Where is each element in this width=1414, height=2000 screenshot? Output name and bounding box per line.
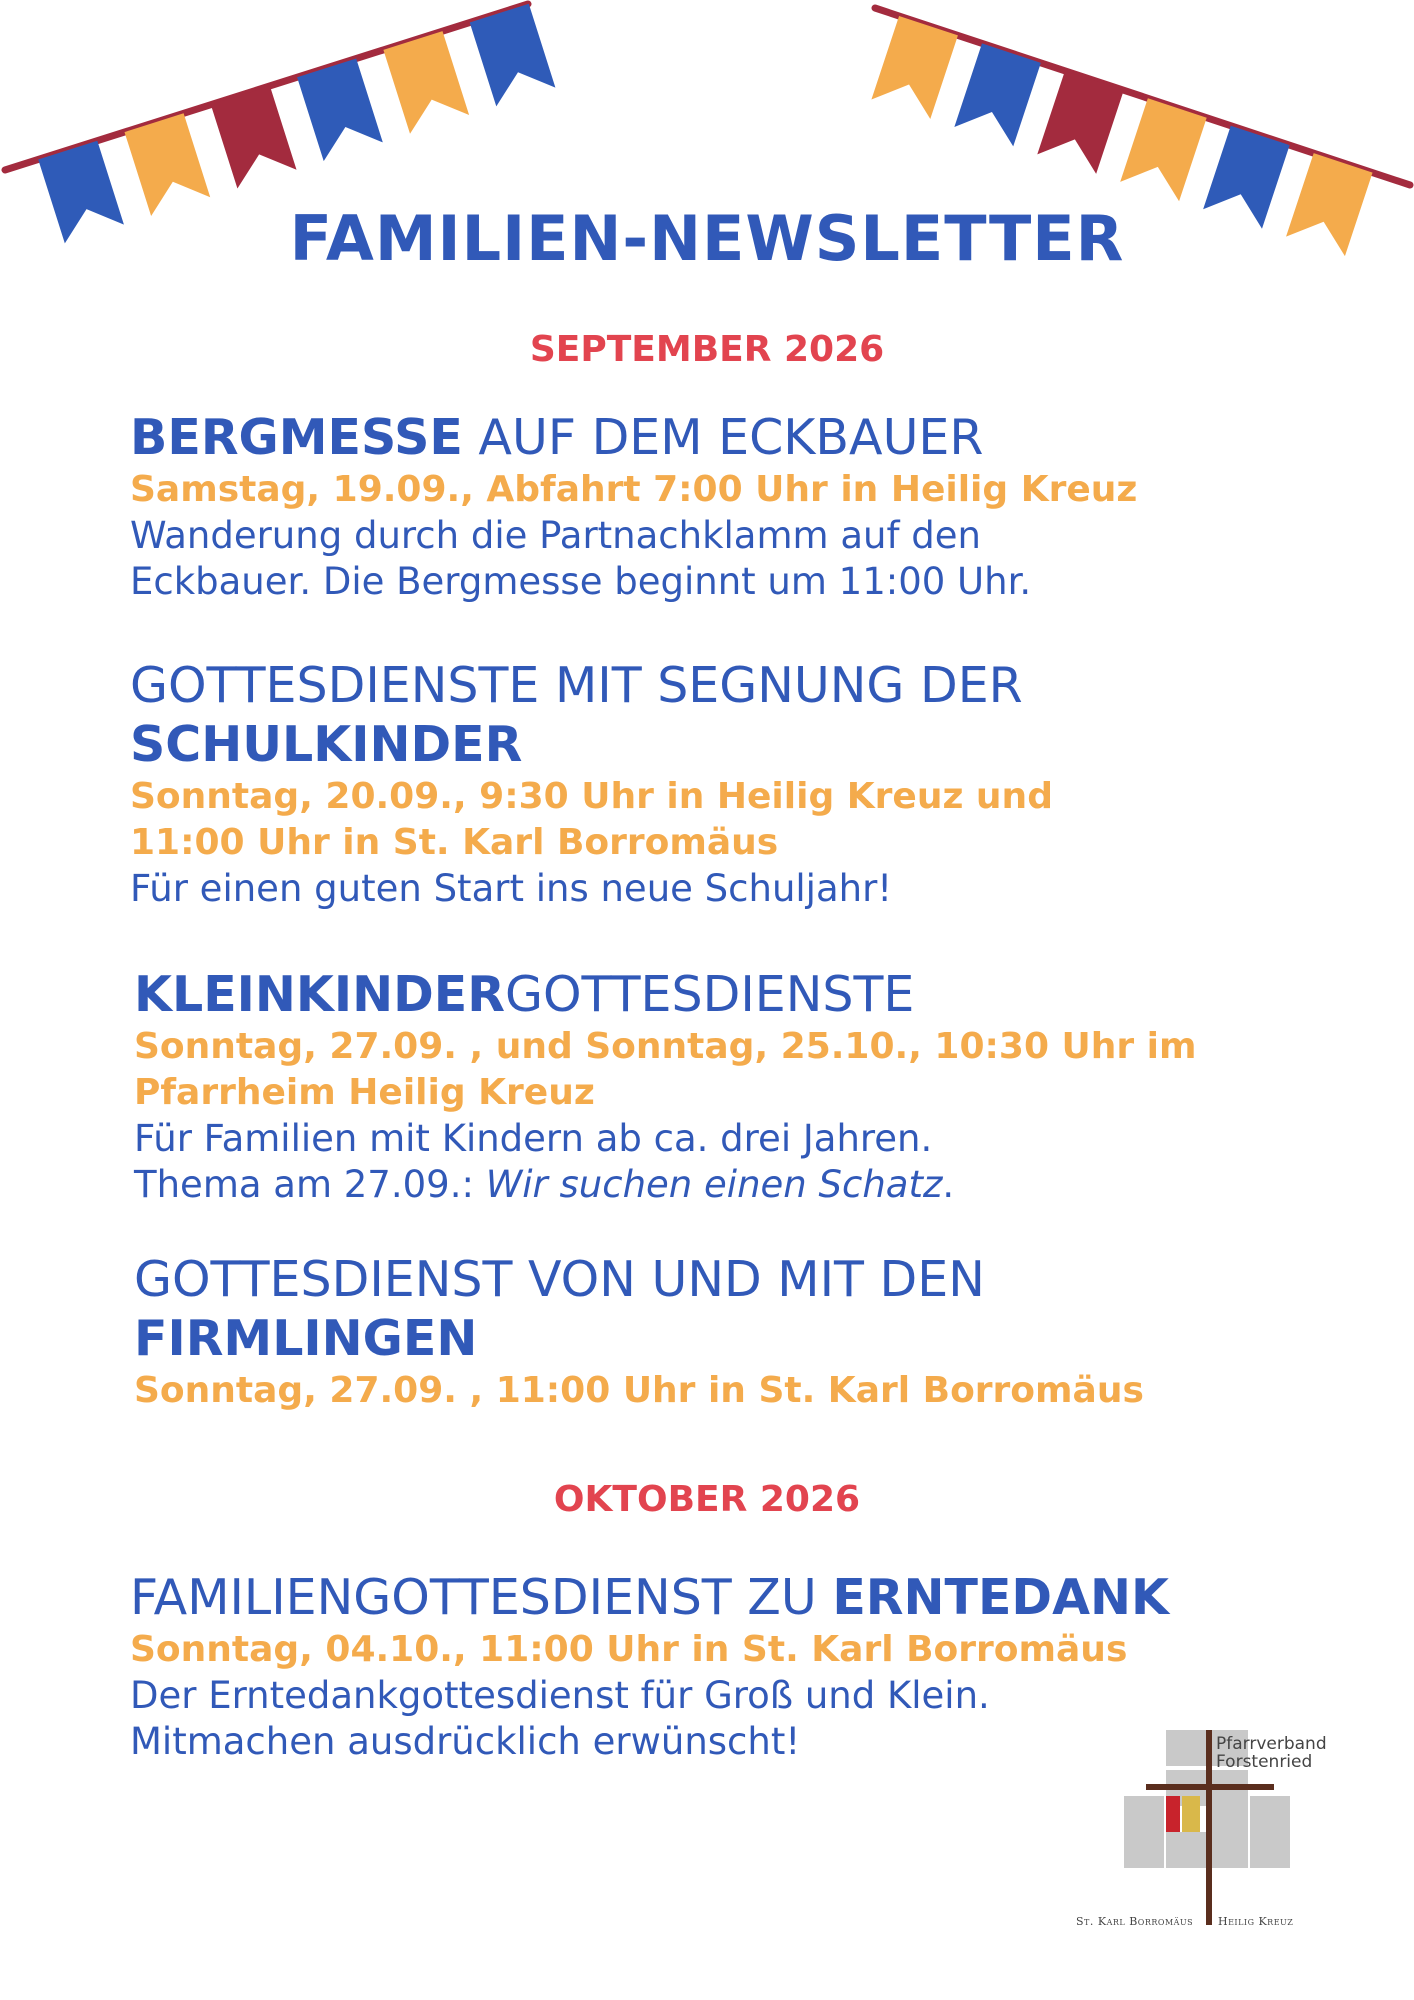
logo-name-line2: Forstenried <box>1216 1752 1313 1772</box>
pennant-flag <box>954 43 1041 146</box>
logo-parish-left: St. Karl Borromäus <box>1076 1915 1194 1928</box>
event-date: Sonntag, 04.10., 11:00 Uhr in St. Karl Borromäus <box>130 1629 1128 1670</box>
event-bergmesse <box>130 408 1290 605</box>
pennant-flag <box>871 16 958 119</box>
logo-parish-right: Heilig Kreuz <box>1218 1915 1294 1928</box>
event-title: GOTTESDIENST VON UND MIT DEN <box>134 1251 985 1308</box>
newsletter-title: FAMILIEN-NEWSLETTER <box>289 202 1125 275</box>
pennant-flag <box>383 31 469 134</box>
event-theme-title: Wir suchen einen Schatz <box>485 1163 943 1206</box>
event-title: GOTTESDIENSTE MIT SEGNUNG DER <box>130 657 1023 714</box>
logo-tile <box>1166 1730 1206 1766</box>
event-title-rest: FAMILIENGOTTESDIENST ZU <box>130 1569 833 1626</box>
event-title <box>130 1568 1290 1627</box>
event-title-rest: AUF DEM ECKBAUER <box>462 409 984 466</box>
pennant-flag <box>125 113 211 216</box>
event-title <box>134 965 1294 1024</box>
event-date: 11:00 Uhr in St. Karl Borromäus <box>130 822 779 863</box>
month-heading-oktober: OKTOBER 2026 <box>553 1479 861 1520</box>
logo-tile <box>1182 1796 1200 1832</box>
event-title-bold <box>134 1309 1294 1368</box>
logo-tile <box>1208 1796 1248 1832</box>
logo-tile <box>1166 1832 1206 1868</box>
event-date: Sonntag, 27.09. , 11:00 Uhr in St. Karl Borromäus <box>134 1370 1144 1411</box>
event-title-bold <box>130 715 1290 774</box>
event-title-rest: GOTTESDIENSTE <box>505 966 915 1023</box>
event-schulkinder <box>130 656 1290 912</box>
pennant-flag <box>470 4 556 107</box>
logo-tile <box>1250 1796 1290 1832</box>
pennant-flag <box>1120 98 1207 201</box>
event-description-line: Der Erntedankgottesdienst für Groß und Klein. <box>130 1674 990 1717</box>
event-title <box>130 408 1290 467</box>
event-date: Pfarrheim Heilig Kreuz <box>134 1072 595 1113</box>
pennant-flag <box>211 86 297 189</box>
pennant-flag <box>1037 71 1124 174</box>
event-title-bold: BERGMESSE <box>130 409 463 466</box>
event-title-bold: KLEINKINDER <box>134 966 505 1023</box>
logo-tile <box>1124 1832 1164 1868</box>
logo-tile <box>1208 1832 1248 1868</box>
event-firmlinge <box>134 1250 1294 1414</box>
event-description-line: Eckbauer. Die Bergmesse beginnt um 11:00 Uhr. <box>130 560 1032 603</box>
event-theme-suffix: . <box>942 1163 955 1206</box>
event-title-bold-text: FIRMLINGEN <box>134 1310 478 1367</box>
logo-name-line1: Pfarrverband <box>1216 1734 1327 1754</box>
month-heading-september: SEPTEMBER 2026 <box>529 329 885 370</box>
event-theme-prefix: Thema am 27.09.: <box>134 1163 486 1206</box>
event-title-bold-text: SCHULKINDER <box>130 716 523 773</box>
pennant-flag <box>297 59 383 162</box>
event-description-line: Für einen guten Start ins neue Schuljahr! <box>130 867 893 910</box>
logo-tile <box>1250 1832 1290 1868</box>
event-kleinkinder <box>134 965 1294 1208</box>
event-description-line: Mitmachen ausdrücklich erwünscht! <box>130 1720 801 1763</box>
event-description-line: Wanderung durch die Partnachklamm auf den <box>130 514 981 557</box>
logo-tile <box>1166 1796 1180 1832</box>
event-title-bold: ERNTEDANK <box>832 1569 1170 1626</box>
event-date: Sonntag, 27.09. , und Sonntag, 25.10., 10:30 Uhr im <box>134 1026 1197 1067</box>
event-date: Sonntag, 20.09., 9:30 Uhr in Heilig Kreuz und <box>130 776 1053 817</box>
event-description-line <box>134 1162 1294 1208</box>
pfarrverband-logo <box>1070 1730 1370 1950</box>
event-description-line: Für Familien mit Kindern ab ca. drei Jahren. <box>134 1117 933 1160</box>
logo-tile <box>1124 1796 1164 1832</box>
event-date: Samstag, 19.09., Abfahrt 7:00 Uhr in Heilig Kreuz <box>130 469 1138 510</box>
